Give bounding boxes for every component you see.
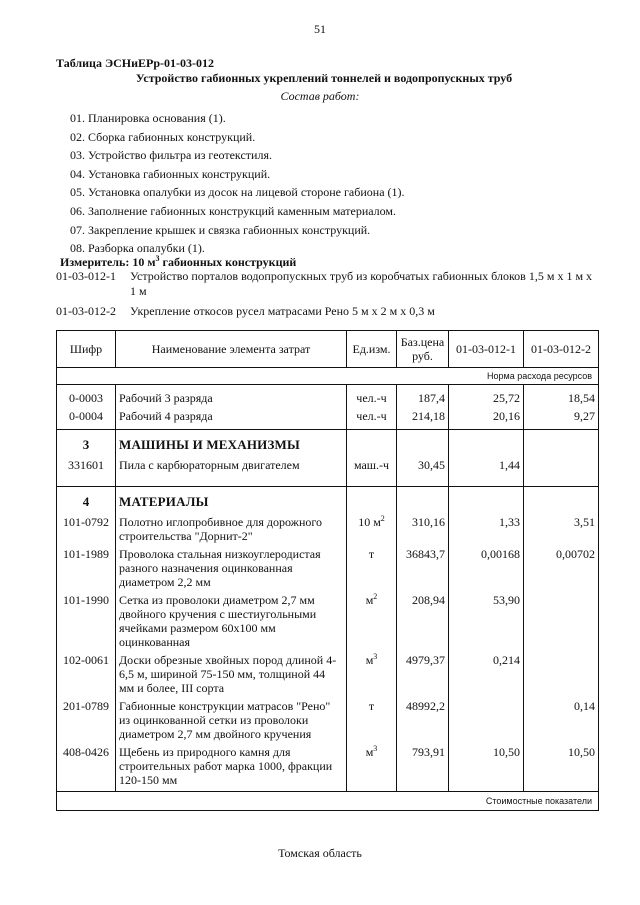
unit-sup: 2 xyxy=(380,514,385,523)
section-number: 4 xyxy=(57,487,116,514)
cell-code: 0-0003 xyxy=(57,389,116,407)
cell-price: 310,16 xyxy=(397,513,449,545)
cell-v2: 9,27 xyxy=(524,407,599,425)
table-row xyxy=(57,743,599,792)
norm-label: Норма расхода ресурсов xyxy=(57,368,599,385)
cell-name: Щебень из природного камня для строительных работ марка 1000, фракции 120-150 мм xyxy=(116,743,347,792)
work-item: 07. Закрепление крышек и связка габионных конструкций. xyxy=(70,222,371,237)
table-row xyxy=(57,651,599,697)
cell-code: 201-0789 xyxy=(57,697,116,743)
cell-price: 208,94 xyxy=(397,591,449,651)
cell-name: Рабочий 4 разряда xyxy=(116,407,347,425)
cell-code: 408-0426 xyxy=(57,743,116,792)
cost-row xyxy=(57,792,599,811)
variant-code: 01-03-012-2 xyxy=(56,304,116,318)
cell-price: 30,45 xyxy=(397,456,449,474)
cell-code: 101-0792 xyxy=(57,513,116,545)
header-variant-1: 01-03-012-1 xyxy=(449,331,524,368)
cell-code: 102-0061 xyxy=(57,651,116,697)
work-item: 04. Установка габионных конструкций. xyxy=(70,166,271,181)
cell-v1: 1,33 xyxy=(449,513,524,545)
unit-text: 10 м xyxy=(358,515,381,529)
table-row xyxy=(57,591,599,651)
table-title: Устройство габионных укреплений тоннелей и водопропускных труб xyxy=(135,71,513,85)
variant-text: Устройство порталов водопропускных труб из коробчатых габионных блоков 1,5 м х 1 м х 1 м xyxy=(130,269,593,298)
table-row xyxy=(57,697,599,743)
table-row xyxy=(57,407,599,425)
section-number: 3 xyxy=(57,430,116,457)
header-code: Шифр xyxy=(57,331,116,368)
cell-code: 101-1989 xyxy=(57,545,116,591)
cell-name: Сетка из проволоки диаметром 2,7 мм двойного кручения с шестиугольными ячейками размером 60х100 мм оцинкованная xyxy=(116,591,347,651)
footer-region: Томская область xyxy=(278,846,362,860)
cell-code: 331601 xyxy=(57,456,116,474)
variant-item xyxy=(56,269,596,299)
cell-code: 0-0004 xyxy=(57,407,116,425)
work-item: 06. Заполнение габионных конструкций каменным материалом. xyxy=(70,203,397,218)
table-code: Таблица ЭСНиЕРр-01-03-012 xyxy=(56,56,215,70)
section-title: МАТЕРИАЛЫ xyxy=(116,487,347,514)
measurer-sup: 3 xyxy=(155,254,160,263)
unit-sup: 3 xyxy=(373,744,378,753)
cell-price: 36843,7 xyxy=(397,545,449,591)
page-number: 51 xyxy=(314,22,326,36)
table-row xyxy=(57,513,599,545)
cell-v2: 18,54 xyxy=(524,389,599,407)
header-unit: Ед.изм. xyxy=(347,331,397,368)
cell-price: 48992,2 xyxy=(397,697,449,743)
cell-unit xyxy=(347,513,397,545)
cell-unit xyxy=(347,591,397,651)
cell-unit xyxy=(347,651,397,697)
cell-unit: маш.-ч xyxy=(347,456,397,474)
work-item: 01. Планировка основания (1). xyxy=(70,111,226,125)
unit-text: м xyxy=(365,745,374,759)
unit-text: т xyxy=(368,699,375,713)
cell-name: Полотно иглопробивное для дорожного строительства "Дорнит-2" xyxy=(116,513,347,545)
table-row xyxy=(57,389,599,407)
variant-text: Укрепление откосов русел матрасами Рено 5 м х 2 м х 0,3 м xyxy=(130,304,435,318)
composition-label: Состав работ: xyxy=(280,89,360,103)
table-row xyxy=(57,456,599,474)
measurer xyxy=(60,255,296,270)
unit-text: м xyxy=(365,653,374,667)
cost-label: Стоимостные показатели xyxy=(57,792,599,811)
norm-row xyxy=(57,368,599,385)
cell-v1: 0,00168 xyxy=(449,545,524,591)
cell-v2: 0,00702 xyxy=(524,545,599,591)
unit-sup: 3 xyxy=(373,652,378,661)
header-variant-2: 01-03-012-2 xyxy=(524,331,599,368)
header-name: Наименование элемента затрат xyxy=(116,331,347,368)
cell-v1 xyxy=(449,697,524,743)
cell-price: 4979,37 xyxy=(397,651,449,697)
cell-price: 793,91 xyxy=(397,743,449,792)
cell-price: 187,4 xyxy=(397,389,449,407)
cell-name: Доски обрезные хвойных пород длиной 4-6,5 м, шириной 75-150 мм, толщиной 44 мм и более, III сорта xyxy=(116,651,347,697)
measurer-suffix: габионных конструкций xyxy=(159,255,297,269)
resource-table xyxy=(56,330,599,811)
variants-list xyxy=(56,269,596,324)
cell-name: Габионные конструкции матрасов "Рено" из оцинкованной сетки из проволоки диаметром 2,7 мм двойного кручения xyxy=(116,697,347,743)
work-item: 08. Разборка опалубки (1). xyxy=(70,241,205,256)
cell-v2: 3,51 xyxy=(524,513,599,545)
cell-v2: 0,14 xyxy=(524,697,599,743)
cell-v1: 20,16 xyxy=(449,407,524,425)
cell-name: Рабочий 3 разряда xyxy=(116,389,347,407)
unit-text: т xyxy=(368,547,375,561)
cell-price: 214,18 xyxy=(397,407,449,425)
variant-item xyxy=(56,304,596,319)
measurer-prefix: Измеритель: 10 м xyxy=(60,255,156,269)
cell-v2: 10,50 xyxy=(524,743,599,792)
cell-v2 xyxy=(524,591,599,651)
unit-text: м xyxy=(365,593,374,607)
cell-v2 xyxy=(524,651,599,697)
work-item: 05. Установка опалубки из досок на лицевой стороне габиона (1). xyxy=(70,185,405,200)
spacer-row xyxy=(57,474,599,487)
cell-v1: 0,214 xyxy=(449,651,524,697)
cell-name: Пила с карбюраторным двигателем xyxy=(116,456,347,474)
cell-unit xyxy=(347,743,397,792)
cell-unit: чел.-ч xyxy=(347,389,397,407)
cell-v1: 1,44 xyxy=(449,456,524,474)
table-header-row xyxy=(57,331,599,368)
cell-unit xyxy=(347,697,397,743)
section-header-machines xyxy=(57,430,599,457)
cell-v1: 53,90 xyxy=(449,591,524,651)
section-title: МАШИНЫ И МЕХАНИЗМЫ xyxy=(116,430,347,457)
work-item: 03. Устройство фильтра из геотекстиля. xyxy=(70,148,272,163)
unit-sup: 2 xyxy=(373,592,378,601)
variant-code: 01-03-012-1 xyxy=(56,269,116,283)
section-header-materials xyxy=(57,487,599,514)
cell-v1: 25,72 xyxy=(449,389,524,407)
table-row xyxy=(57,545,599,591)
cell-unit xyxy=(347,545,397,591)
cell-v1: 10,50 xyxy=(449,743,524,792)
header-price: Баз.цена руб. xyxy=(397,331,449,368)
cell-name: Проволока стальная низкоуглеродистая разного назначения оцинкованная диаметром 2,2 мм xyxy=(116,545,347,591)
cell-v2 xyxy=(524,456,599,474)
cell-code: 101-1990 xyxy=(57,591,116,651)
works-list xyxy=(70,109,405,258)
cell-unit: чел.-ч xyxy=(347,407,397,425)
work-item: 02. Сборка габионных конструкций. xyxy=(70,129,256,144)
